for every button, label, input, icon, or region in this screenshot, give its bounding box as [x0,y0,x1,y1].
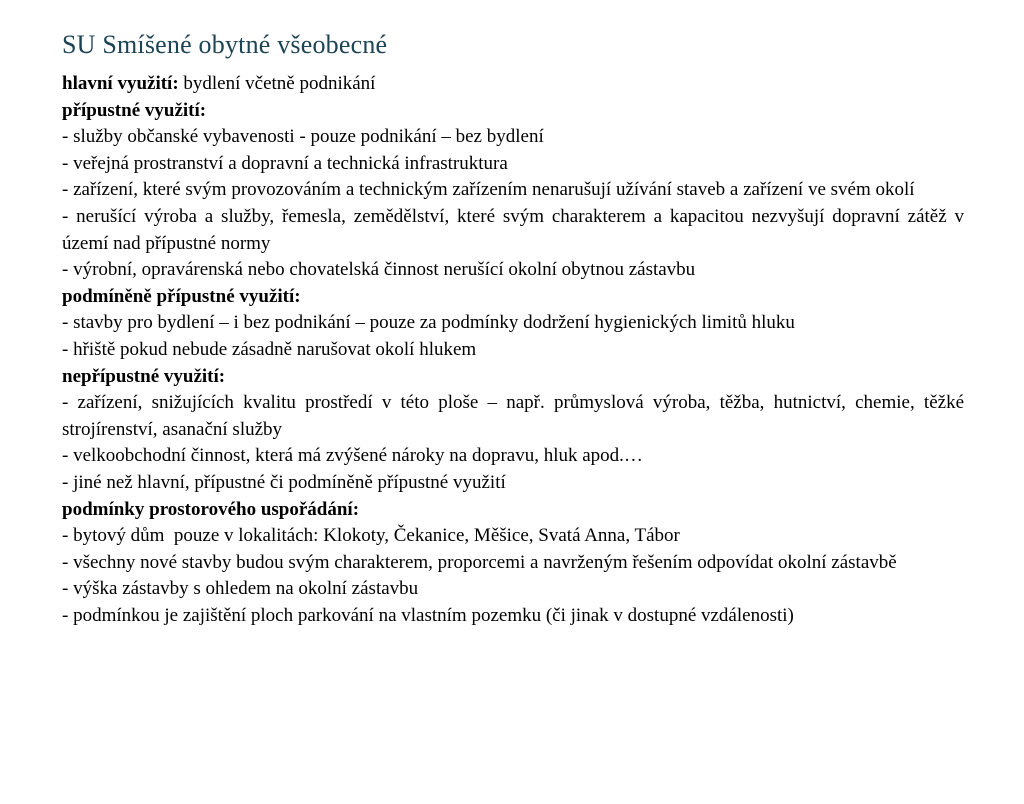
document-body [62,71,964,629]
main-use-value: bydlení včetně podnikání [178,73,376,94]
page-title: SU Smíšené obytné všeobecné [62,30,388,59]
section-heading-pripustne-vyuziti: přípustné využití: [62,99,207,121]
list-item: - výška zástavby s ohledem na okolní zástavbu [62,578,419,600]
list-item: - hřiště pokud nebude zásadně narušovat okolí hlukem [62,338,477,360]
section-heading-podminene-pripustne-vyuziti: podmíněně přípustné využití: [62,285,301,307]
list-item: - veřejná prostranství a dopravní a technická infrastruktura [62,152,508,174]
list-item: - všechny nové stavby budou svým charakterem, proporcemi a navrženým řešením odpovídat okolní zástavbě [62,551,897,573]
list-item: - služby občanské vybavenosti - pouze podnikání – bez bydlení [62,126,544,148]
list-item: - výrobní, opravárenská nebo chovatelská činnost nerušící okolní obytnou zástavbu [62,259,696,281]
list-item: - velkoobchodní činnost, která má zvýšené nároky na dopravu, hluk apod.… [62,445,643,467]
main-use-line [62,71,964,98]
section-heading-podminky-prostoroveho-usporadani: podmínky prostorového uspořádání: [62,498,360,520]
list-item: - jiné než hlavní, přípustné či podmíněně přípustné využití [62,471,506,493]
list-item: - nerušící výroba a služby, řemesla, zemědělství, které svým charakterem a kapacitou nezvyšují dopravní zátěž v území nad přípustné normy [62,205,964,254]
section-heading-nepripustne-vyuziti: nepřípustné využití: [62,365,226,387]
list-item: - stavby pro bydlení – i bez podnikání – pouze za podmínky dodržení hygienických limitů hluku [62,312,795,334]
list-item: - bytový dům pouze v lokalitách: Klokoty, Čekanice, Měšice, Svatá Anna, Tábor [62,525,680,547]
main-use-heading: hlavní využití: [62,73,179,94]
list-item: - podmínkou je zajištění ploch parkování na vlastním pozemku (či jinak v dostupné vzdálenosti) [62,604,794,626]
list-item: - zařízení, které svým provozováním a technickým zařízením nenarušují užívání staveb a zařízení ve svém okolí [62,179,915,201]
list-item: - zařízení, snižujících kvalitu prostředí v této ploše – např. průmyslová výroba, těžba, hutnictví, chemie, těžké strojírenství, asanační služby [62,392,964,440]
